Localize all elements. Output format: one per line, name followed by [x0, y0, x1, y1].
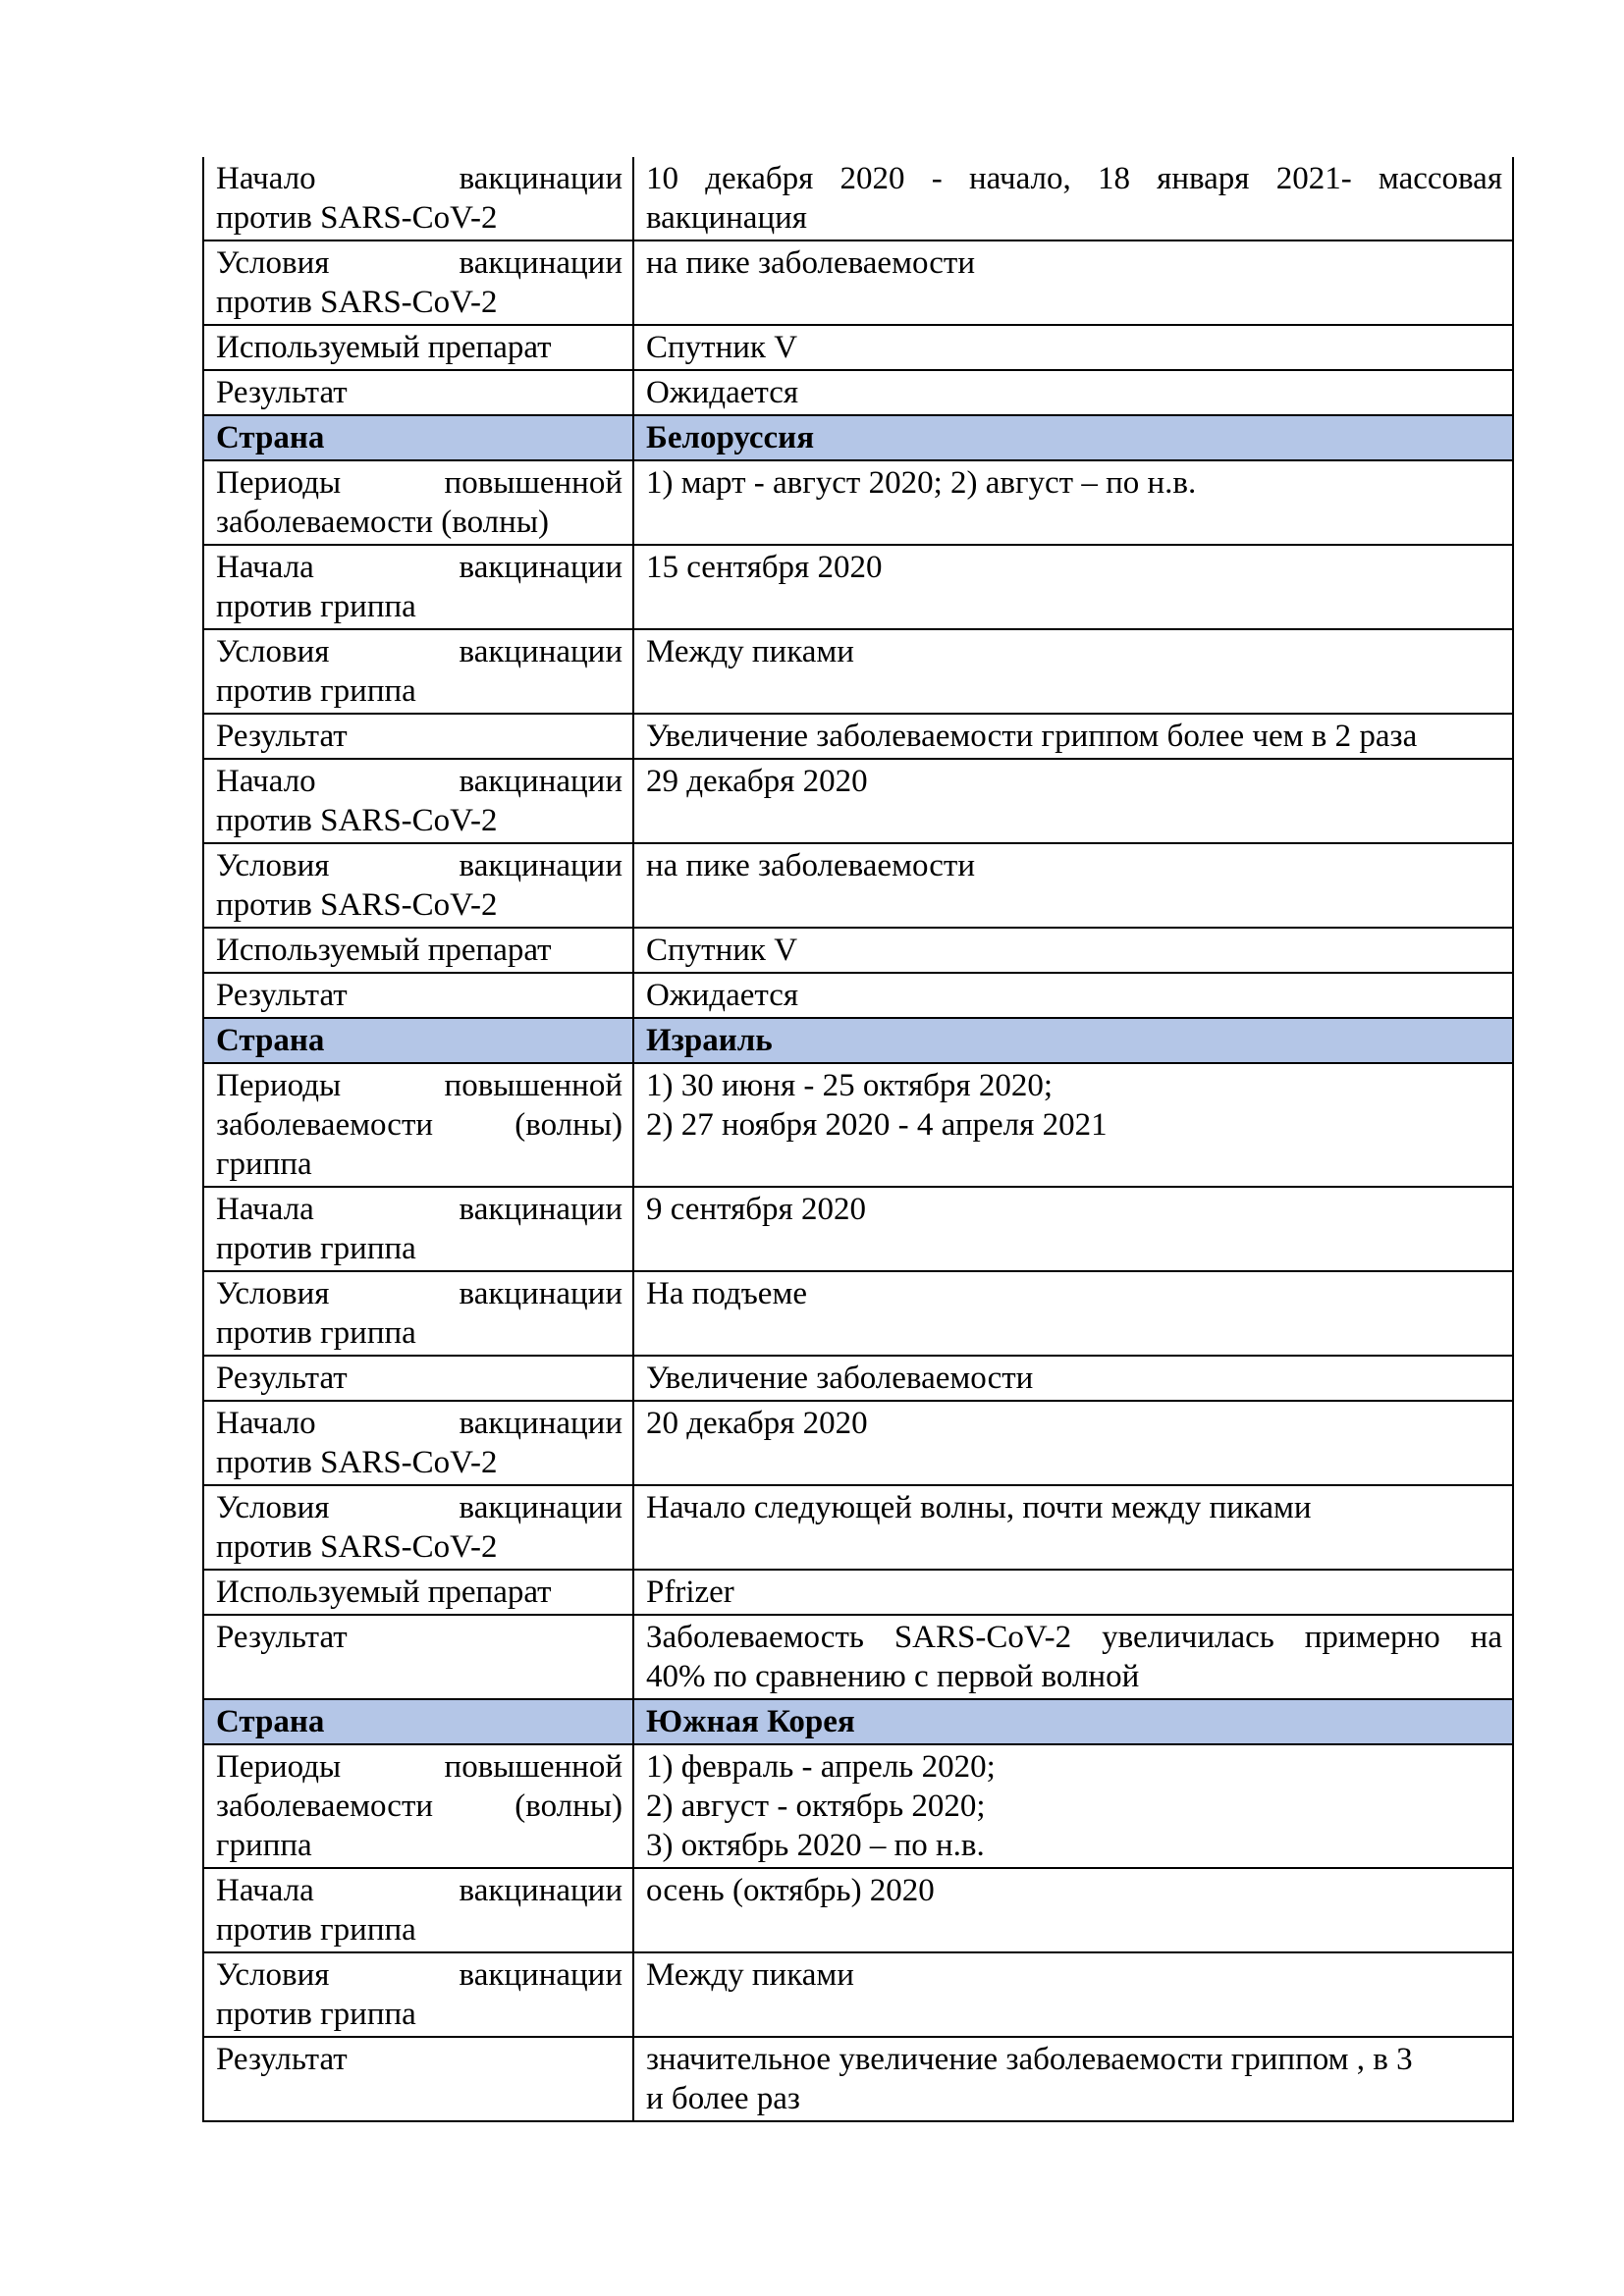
row-value-cell — [633, 1063, 1513, 1187]
row-label-cell — [203, 1615, 633, 1699]
cell-line: Используемый препарат — [216, 330, 552, 365]
cell-line: Страна — [216, 420, 325, 455]
table-row — [203, 1356, 1513, 1401]
row-value-cell — [633, 759, 1513, 843]
row-label-cell — [203, 1187, 633, 1271]
table-row — [203, 1485, 1513, 1570]
row-label-cell — [203, 759, 633, 843]
cell-line: значительное увеличение заболеваемости гриппом , в 3 — [646, 2042, 1413, 2077]
row-value-cell — [633, 928, 1513, 973]
cell-line: против гриппа — [216, 1912, 416, 1948]
row-label-cell — [203, 370, 633, 415]
cell-line: Условия вакцинации — [216, 245, 623, 281]
cell-line: против гриппа — [216, 673, 416, 709]
cell-line: 2) август - октябрь 2020; — [646, 1789, 986, 1824]
row-value-cell — [633, 973, 1513, 1018]
table-row — [203, 928, 1513, 973]
table-row — [203, 1570, 1513, 1615]
cell-line: Спутник V — [646, 933, 798, 968]
table-row — [203, 2037, 1513, 2121]
cell-line: против гриппа — [216, 589, 416, 624]
cell-line: заболеваемости (волны) — [216, 1789, 623, 1824]
row-label-cell — [203, 1744, 633, 1868]
row-label-cell — [203, 843, 633, 928]
cell-line: Страна — [216, 1704, 325, 1739]
cell-line: Начало следующей волны, почти между пиками — [646, 1490, 1312, 1525]
table-row — [203, 759, 1513, 843]
row-label-cell — [203, 545, 633, 629]
cell-line: против гриппа — [216, 1315, 416, 1351]
cell-line: Начала вакцинации — [216, 550, 623, 585]
cell-line: гриппа — [216, 1147, 312, 1182]
cell-line: Pfrizer — [646, 1575, 734, 1610]
row-label-cell — [203, 1570, 633, 1615]
country-label-cell — [203, 415, 633, 460]
row-label-cell — [203, 629, 633, 714]
cell-line: Результат — [216, 978, 348, 1013]
row-label-cell — [203, 2037, 633, 2121]
table-row — [203, 973, 1513, 1018]
cell-line: 3) октябрь 2020 – по н.в. — [646, 1828, 985, 1863]
cell-line: Начала вакцинации — [216, 1873, 623, 1908]
row-label-cell — [203, 1485, 633, 1570]
cell-line: заболеваемости (волны) — [216, 505, 549, 540]
cell-line: 15 сентября 2020 — [646, 550, 883, 585]
cell-line: на пике заболеваемости — [646, 848, 976, 883]
country-name-cell — [633, 1018, 1513, 1063]
cell-line: Начало вакцинации — [216, 764, 623, 799]
cell-line: Условия вакцинации — [216, 634, 623, 669]
cell-line: осень (октябрь) 2020 — [646, 1873, 935, 1908]
cell-line: гриппа — [216, 1828, 312, 1863]
table-row — [203, 1868, 1513, 1952]
row-value-cell — [633, 1271, 1513, 1356]
row-value-cell — [633, 545, 1513, 629]
cell-line: Условия вакцинации — [216, 1957, 623, 1993]
table-body — [203, 157, 1513, 2121]
row-value-cell — [633, 157, 1513, 240]
cell-line: 20 декабря 2020 — [646, 1406, 868, 1441]
cell-line: Периоды повышенной — [216, 1749, 623, 1785]
cell-line: 1) февраль - апрель 2020; — [646, 1749, 996, 1785]
country-header-row — [203, 1018, 1513, 1063]
cell-line: Начало вакцинации — [216, 1406, 623, 1441]
row-value-cell — [633, 1485, 1513, 1570]
row-label-cell — [203, 325, 633, 370]
cell-line: Заболеваемость SARS-CoV-2 увеличилась примерно на — [646, 1620, 1502, 1655]
row-label-cell — [203, 973, 633, 1018]
cell-line: Начало вакцинации — [216, 161, 623, 196]
row-label-cell — [203, 460, 633, 545]
cell-line: Белоруссия — [646, 420, 815, 455]
row-label-cell — [203, 714, 633, 759]
table-row — [203, 1187, 1513, 1271]
country-label-cell — [203, 1018, 633, 1063]
vaccination-comparison-table — [202, 157, 1514, 2122]
country-label-cell — [203, 1699, 633, 1744]
cell-line: против гриппа — [216, 1231, 416, 1266]
cell-line: против гриппа — [216, 1997, 416, 2032]
row-label-cell — [203, 240, 633, 325]
table-row — [203, 325, 1513, 370]
cell-line: Между пиками — [646, 1957, 854, 1993]
cell-line: Между пиками — [646, 634, 854, 669]
cell-line: Увеличение заболеваемости гриппом более чем в 2 раза — [646, 719, 1418, 754]
row-value-cell — [633, 1401, 1513, 1485]
row-value-cell — [633, 1356, 1513, 1401]
cell-line: Условия вакцинации — [216, 848, 623, 883]
table-row — [203, 1744, 1513, 1868]
cell-line: Ожидается — [646, 978, 799, 1013]
cell-line: и более раз — [646, 2081, 800, 2116]
table-row — [203, 460, 1513, 545]
cell-line: против SARS-CoV-2 — [216, 803, 498, 838]
cell-line: 1) март - август 2020; 2) август – по н.в. — [646, 465, 1197, 501]
table-row — [203, 370, 1513, 415]
cell-line: против SARS-CoV-2 — [216, 1529, 498, 1565]
country-name-cell — [633, 415, 1513, 460]
cell-line: Южная Корея — [646, 1704, 855, 1739]
cell-line: против SARS-CoV-2 — [216, 200, 498, 236]
cell-line: вакцинация — [646, 200, 807, 236]
table-row — [203, 240, 1513, 325]
row-value-cell — [633, 1615, 1513, 1699]
cell-line: на пике заболеваемости — [646, 245, 976, 281]
row-value-cell — [633, 325, 1513, 370]
cell-line: Страна — [216, 1023, 325, 1058]
cell-line: 40% по сравнению с первой волной — [646, 1659, 1140, 1694]
cell-line: Периоды повышенной — [216, 465, 623, 501]
row-label-cell — [203, 157, 633, 240]
row-value-cell — [633, 460, 1513, 545]
table-row — [203, 1401, 1513, 1485]
country-name-cell — [633, 1699, 1513, 1744]
cell-line: Результат — [216, 2042, 348, 2077]
cell-line: 9 сентября 2020 — [646, 1192, 866, 1227]
row-label-cell — [203, 1063, 633, 1187]
cell-line: Спутник V — [646, 330, 798, 365]
row-value-cell — [633, 629, 1513, 714]
cell-line: 2) 27 ноября 2020 - 4 апреля 2021 — [646, 1107, 1108, 1143]
row-label-cell — [203, 1868, 633, 1952]
row-label-cell — [203, 1401, 633, 1485]
table-row — [203, 545, 1513, 629]
table-row — [203, 843, 1513, 928]
cell-line: Периоды повышенной — [216, 1068, 623, 1103]
cell-line: Условия вакцинации — [216, 1276, 623, 1311]
cell-line: 10 декабря 2020 - начало, 18 января 2021- массовая — [646, 161, 1502, 196]
cell-line: Результат — [216, 375, 348, 410]
table-row — [203, 1063, 1513, 1187]
cell-line: Израиль — [646, 1023, 773, 1058]
row-value-cell — [633, 1187, 1513, 1271]
table-row — [203, 629, 1513, 714]
cell-line: Используемый препарат — [216, 933, 552, 968]
row-label-cell — [203, 1356, 633, 1401]
cell-line: 1) 30 июня - 25 октября 2020; — [646, 1068, 1054, 1103]
row-value-cell — [633, 714, 1513, 759]
country-header-row — [203, 1699, 1513, 1744]
row-value-cell — [633, 1744, 1513, 1868]
row-value-cell — [633, 1952, 1513, 2037]
row-value-cell — [633, 370, 1513, 415]
cell-line: Результат — [216, 1361, 348, 1396]
cell-line: против SARS-CoV-2 — [216, 285, 498, 320]
table-row — [203, 1615, 1513, 1699]
cell-line: Используемый препарат — [216, 1575, 552, 1610]
table-row — [203, 714, 1513, 759]
row-label-cell — [203, 928, 633, 973]
row-value-cell — [633, 843, 1513, 928]
cell-line: Результат — [216, 719, 348, 754]
table-row — [203, 1271, 1513, 1356]
cell-line: Увеличение заболеваемости — [646, 1361, 1034, 1396]
cell-line: против SARS-CoV-2 — [216, 1445, 498, 1480]
row-label-cell — [203, 1952, 633, 2037]
cell-line: Условия вакцинации — [216, 1490, 623, 1525]
cell-line: Ожидается — [646, 375, 799, 410]
row-value-cell — [633, 2037, 1513, 2121]
cell-line: Начала вакцинации — [216, 1192, 623, 1227]
cell-line: заболеваемости (волны) — [216, 1107, 623, 1143]
cell-line: Результат — [216, 1620, 348, 1655]
row-value-cell — [633, 240, 1513, 325]
table-row — [203, 1952, 1513, 2037]
cell-line: На подъеме — [646, 1276, 807, 1311]
row-value-cell — [633, 1570, 1513, 1615]
country-header-row — [203, 415, 1513, 460]
cell-line: против SARS-CoV-2 — [216, 887, 498, 923]
row-label-cell — [203, 1271, 633, 1356]
table-row — [203, 157, 1513, 240]
row-value-cell — [633, 1868, 1513, 1952]
cell-line: 29 декабря 2020 — [646, 764, 868, 799]
